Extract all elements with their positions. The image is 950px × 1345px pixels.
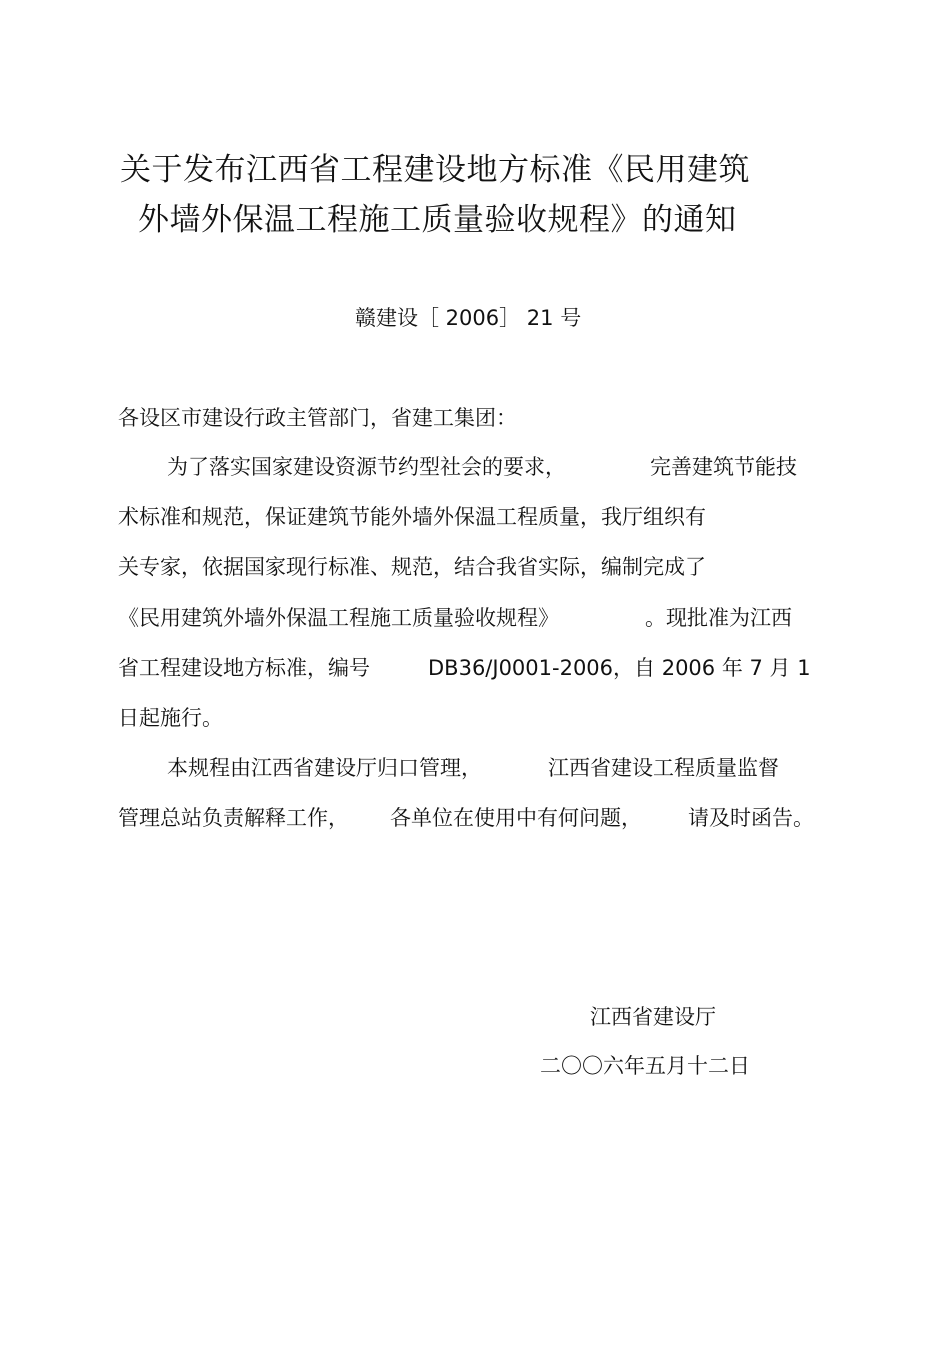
paragraph-2-line-2 <box>0 803 950 833</box>
paragraph-1-line-2: 术标准和规范，保证建筑节能外墙外保温工程质量，我厅组织有 <box>118 505 706 529</box>
paragraph-2-line-2-part-b: 各单位在使用中有何问题， <box>390 806 642 830</box>
paragraph-2-line-1-part-a: 本规程由江西省建设厅归口管理， <box>167 756 482 780</box>
document-title-line-2: 外墙外保温工程施工质量验收规程》的通知 <box>138 202 737 238</box>
paragraph-1-line-3: 关专家，依据国家现行标准、规范，结合我省实际，编制完成了 <box>118 555 706 579</box>
paragraph-1-line-1 <box>0 452 950 482</box>
paragraph-1-line-4-part-b: 。现批准为江西 <box>645 606 792 630</box>
paragraph-1-line-4-part-a: 《民用建筑外墙外保温工程施工质量验收规程》 <box>118 606 559 630</box>
issue-date: 二〇〇六年五月十二日 <box>540 1054 750 1078</box>
document-number: 赣建设［ 2006］ 21 号 <box>355 306 582 330</box>
paragraph-2-line-2-part-c: 请及时函告。 <box>688 806 814 830</box>
paragraph-1-line-5-part-a: 省工程建设地方标准，编号 <box>118 656 370 680</box>
addressee: 各设区市建设行政主管部门，省建工集团： <box>118 406 517 430</box>
paragraph-1-line-5 <box>0 653 950 683</box>
paragraph-1-line-4 <box>0 603 950 633</box>
paragraph-1-line-6: 日起施行。 <box>118 706 223 730</box>
paragraph-2-line-2-part-a: 管理总站负责解释工作， <box>118 806 349 830</box>
paragraph-1-line-1-part-a: 为了落实国家建设资源节约型社会的要求， <box>167 455 566 479</box>
paragraph-1-line-5-part-b: DB36/J0001-2006，自 2006 年 7 月 1 <box>428 656 811 680</box>
issuing-organization: 江西省建设厅 <box>590 1005 716 1029</box>
paragraph-1-line-1-part-b: 完善建筑节能技 <box>650 455 797 479</box>
paragraph-2-line-1-part-b: 江西省建设工程质量监督 <box>548 756 779 780</box>
paragraph-2-line-1 <box>0 753 950 783</box>
document-title-line-1: 关于发布江西省工程建设地方标准《民用建筑 <box>120 152 750 188</box>
